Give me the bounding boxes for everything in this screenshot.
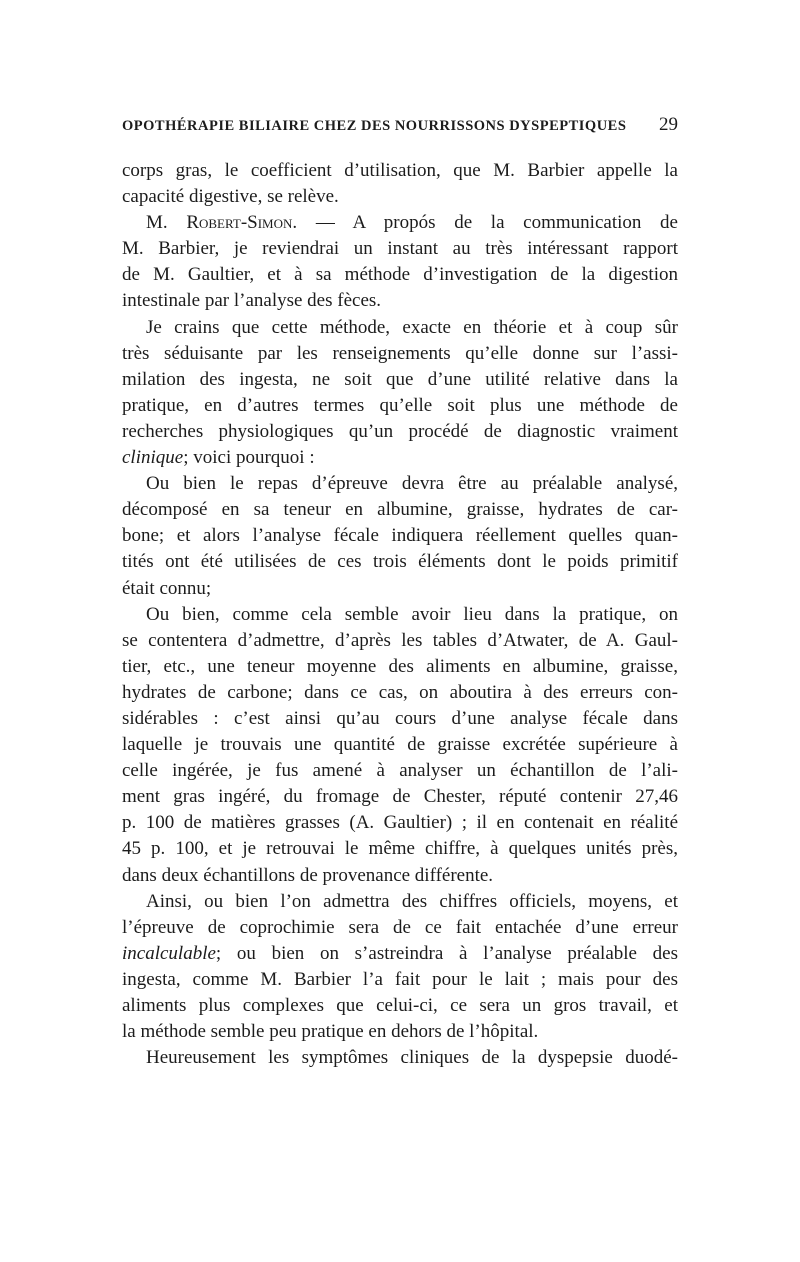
text-line: [122, 967, 678, 993]
page-number: 29: [659, 114, 678, 135]
text-line: [122, 706, 678, 732]
text-segment: dans deux échantillons de provenance différente.: [122, 864, 494, 886]
text-segment: corps gras, le coefficient d’utilisation, que M. Barbier appelle la: [122, 160, 678, 181]
text-line: [122, 471, 678, 497]
text-segment: p. 100 de matières grasses (A. Gaultier) ; il en contenait en réalité: [122, 812, 678, 834]
running-header: [122, 114, 678, 150]
text-line: [122, 419, 678, 445]
text-line: [122, 784, 678, 810]
text-line: [122, 602, 678, 628]
text-line: [122, 628, 678, 654]
italic-text: incalculable: [122, 942, 216, 964]
text-line: [122, 184, 678, 210]
text-segment: hydrates de carbone; dans ce cas, on aboutira à des erreurs con-: [122, 681, 678, 703]
text-line: [122, 445, 678, 471]
text-segment: recherches physiologiques qu’un procédé de diagnostic vraiment: [122, 420, 678, 442]
text-segment: ingesta, comme M. Barbier l’a fait pour le lait ; mais pour des: [122, 968, 678, 990]
text-line: [122, 889, 678, 915]
text-line: [122, 941, 678, 967]
text-segment: Ou bien le repas d’épreuve devra être au préalable analysé,: [146, 473, 678, 495]
text-segment: ; voici pourquoi :: [183, 447, 315, 469]
text-segment: l’épreuve de coprochimie sera de ce fait entachée d’une erreur: [122, 916, 678, 938]
text-line: [122, 576, 678, 602]
text-line: [122, 732, 678, 758]
text-segment: la méthode semble peu pratique en dehors de l’hôpital.: [122, 1021, 539, 1043]
text-line: [122, 288, 678, 314]
text-line: [122, 836, 678, 862]
text-segment: M.: [146, 212, 187, 234]
text-segment: Ou bien, comme cela semble avoir lieu dans la pratique, on: [146, 603, 678, 625]
text-segment: celle ingérée, je fus amené à analyser un échantillon de l’ali-: [122, 760, 678, 782]
text-line: [122, 1045, 678, 1071]
small-caps-name: Robert-Simon: [186, 212, 293, 234]
text-line: [122, 341, 678, 367]
text-segment: tier, etc., une teneur moyenne des aliments en albumine, graisse,: [122, 655, 678, 677]
text-segment: Heureusement les symptômes cliniques de la dyspepsie duodé-: [146, 1047, 678, 1069]
italic-text: clinique: [122, 447, 184, 469]
text-segment: de M. Gaultier, et à sa méthode d’investigation de la digestion: [122, 264, 678, 286]
text-segment: Ainsi, ou bien l’on admettra des chiffres officiels, moyens, et: [146, 890, 678, 912]
text-segment: sidérables : c’est ainsi qu’au cours d’une analyse fécale dans: [122, 707, 678, 729]
text-segment: se contentera d’admettre, d’après les tables d’Atwater, de A. Gaul-: [122, 629, 678, 651]
text-line: [122, 236, 678, 262]
text-segment: 45 p. 100, et je retrouvai le même chiffre, à quelques unités près,: [122, 838, 678, 860]
body-text: [122, 158, 678, 1071]
text-line: [122, 654, 678, 680]
text-line: [122, 810, 678, 836]
text-segment: . — A propós de la communication de: [292, 212, 678, 234]
text-segment: tités ont été utilisées de ces trois éléments dont le poids primitif: [122, 551, 678, 573]
text-segment: bone; et alors l’analyse fécale indiquera réellement quelles quan-: [122, 525, 678, 547]
text-line: [122, 367, 678, 393]
text-line: [122, 863, 678, 889]
text-line: [122, 523, 678, 549]
text-segment: aliments plus complexes que celui-ci, ce sera un gros travail, et: [122, 995, 678, 1016]
text-segment: milation des ingesta, ne soit que d’une utilité relative dans la: [122, 368, 678, 390]
text-segment: ment gras ingéré, du fromage de Chester, réputé contenir 27,46: [122, 786, 678, 808]
text-line: [122, 393, 678, 419]
text-segment: intestinale par l’analyse des fèces.: [122, 290, 382, 312]
text-segment: capacité digestive, se relève.: [122, 186, 339, 208]
text-segment: très séduisante par les renseignements qu’elle donne sur l’assi-: [122, 342, 678, 364]
text-line: [122, 1019, 678, 1045]
text-segment: laquelle je trouvais une quantité de graisse excrétée supérieure à: [122, 734, 678, 756]
text-line: [122, 158, 678, 184]
text-line: [122, 993, 678, 1019]
text-segment: était connu;: [122, 577, 212, 599]
running-title: OPOTHÉRAPIE BILIAIRE CHEZ DES NOURRISSONS DYSPEPTIQUES: [122, 118, 627, 134]
text-line: [122, 680, 678, 706]
text-line: [122, 915, 678, 941]
text-line: [122, 758, 678, 784]
text-line: [122, 315, 678, 341]
text-segment: pratique, en d’autres termes qu’elle soit plus une méthode de: [122, 394, 678, 416]
text-line: [122, 210, 678, 236]
text-line: [122, 262, 678, 288]
text-line: [122, 549, 678, 575]
text-line: [122, 497, 678, 523]
book-page: [122, 114, 678, 1071]
text-segment: Je crains que cette méthode, exacte en théorie et à coup sûr: [146, 316, 678, 338]
text-segment: ; ou bien on s’astreindra à l’analyse préalable des: [215, 942, 678, 964]
text-segment: décomposé en sa teneur en albumine, graisse, hydrates de car-: [122, 499, 678, 521]
text-segment: M. Barbier, je reviendrai un instant au très intéressant rapport: [122, 238, 678, 260]
